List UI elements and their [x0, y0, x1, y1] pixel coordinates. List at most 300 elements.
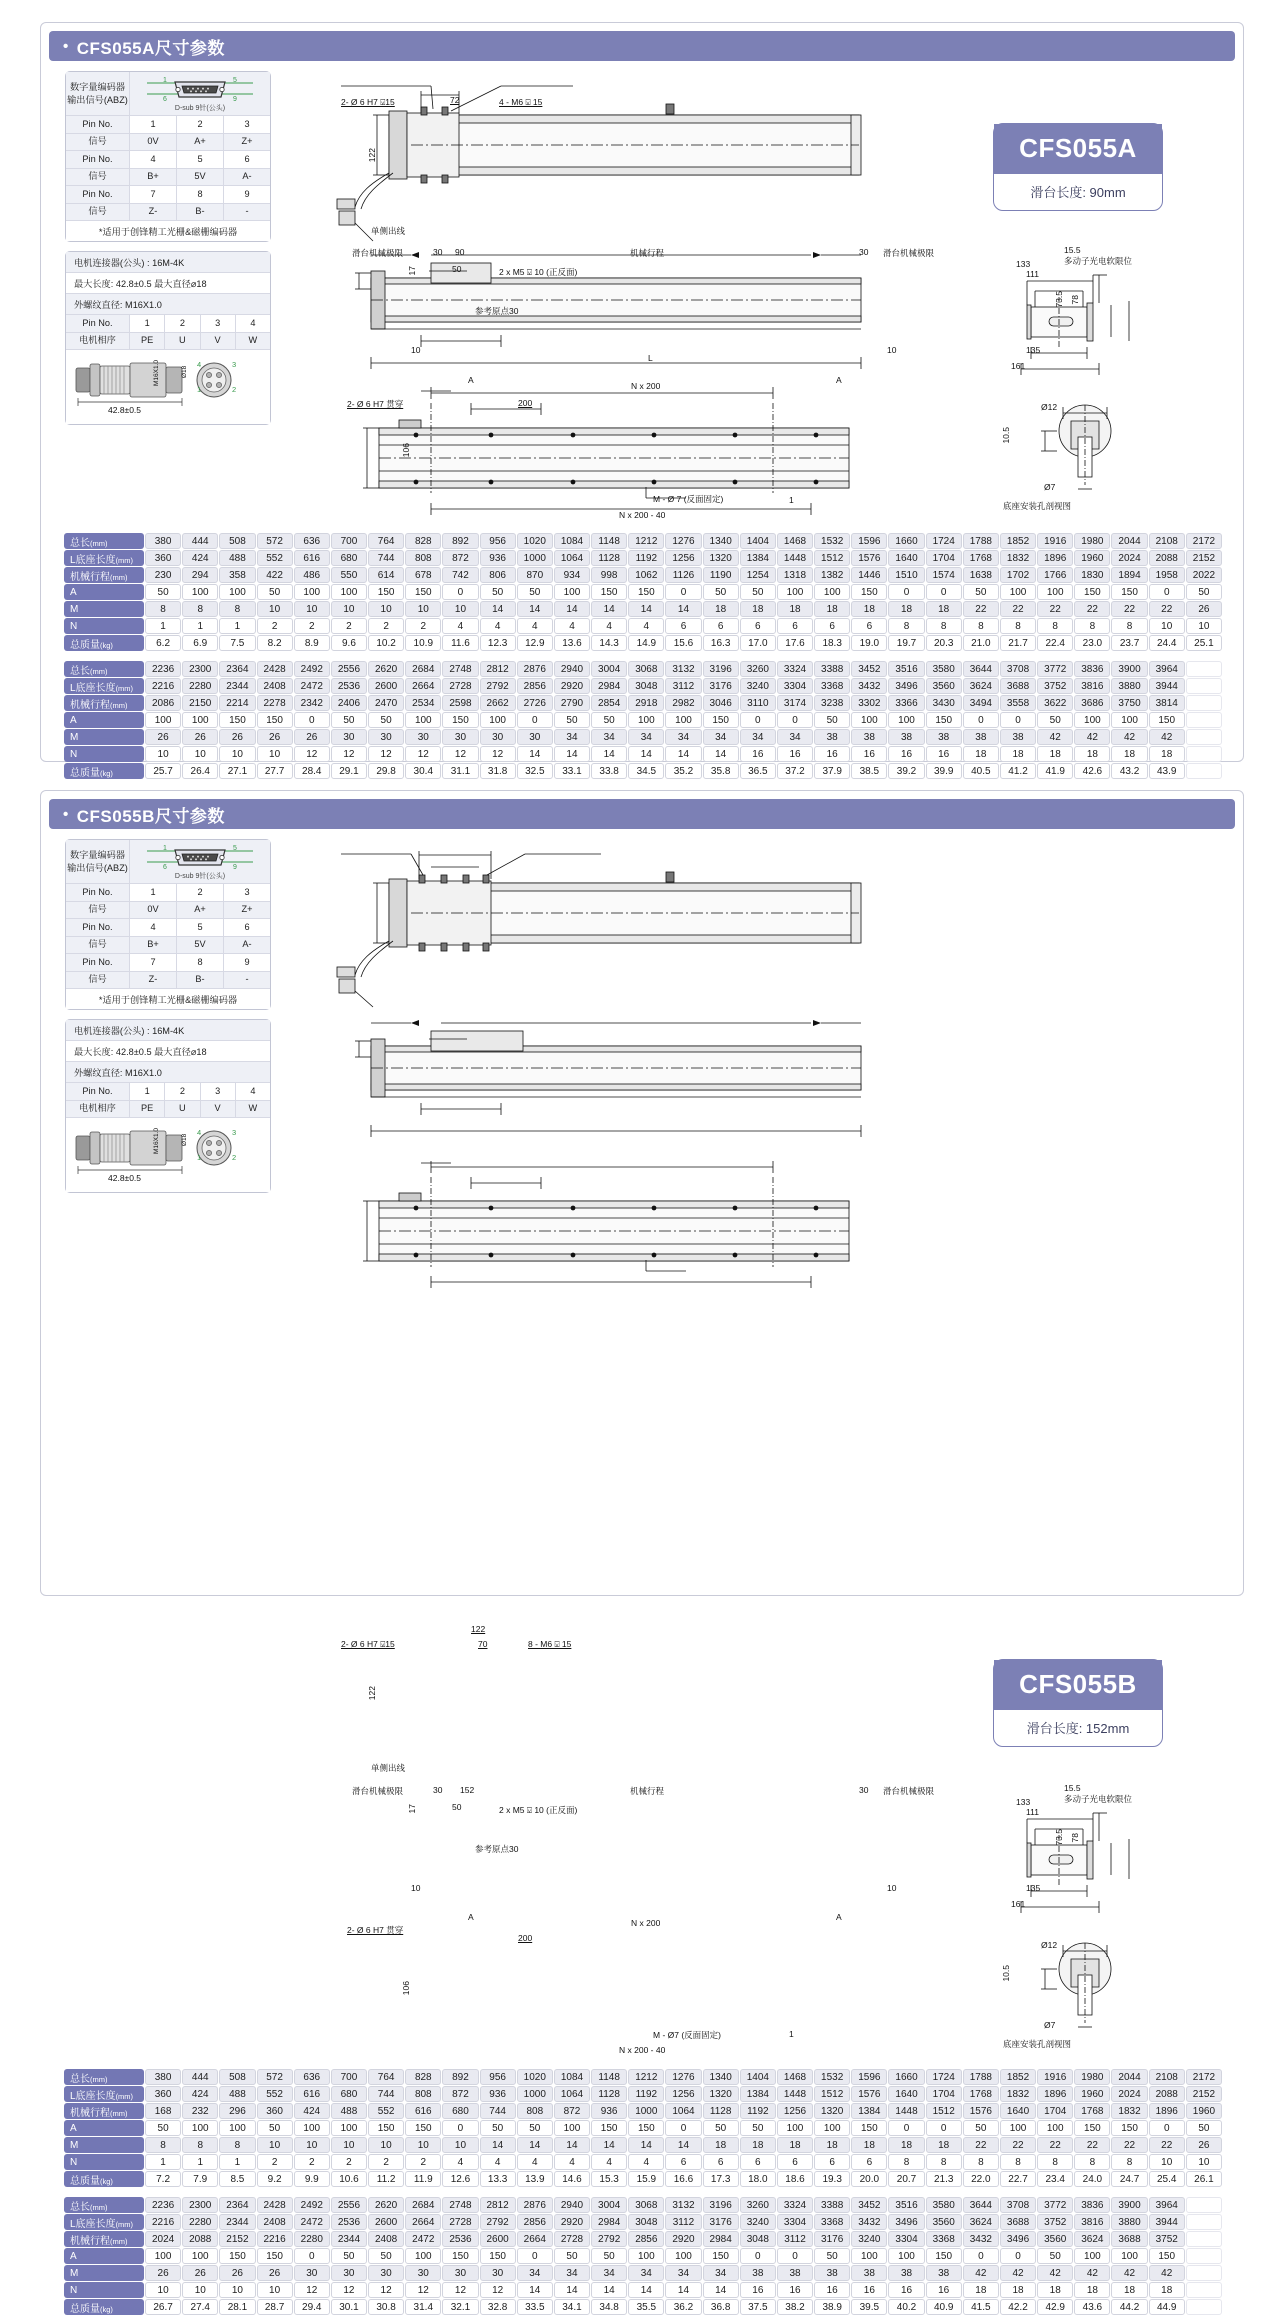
table-cell: 1768 — [963, 550, 999, 566]
table-cell: 3112 — [777, 2231, 813, 2247]
table-cell: 18 — [814, 601, 850, 617]
table-cell: 28.7 — [257, 2299, 293, 2315]
label-top-screw: 4 - M6 ⍌ 15 — [499, 97, 543, 107]
table-cell: 3688 — [1111, 2231, 1147, 2247]
svg-text:M16X1.0: M16X1.0 — [153, 359, 160, 386]
table-cell: 2492 — [294, 661, 330, 677]
table-cell: 2728 — [442, 678, 478, 694]
pin-value: 6 — [244, 153, 250, 164]
table-row — [64, 567, 1222, 583]
table-cell: 3240 — [740, 2214, 776, 2230]
table-cell: 358 — [219, 567, 255, 583]
table-cell: 2152 — [1186, 550, 1222, 566]
table-cell: 150 — [1149, 712, 1185, 728]
table-cell: 1788 — [963, 533, 999, 549]
table-cell: 1212 — [628, 533, 664, 549]
table-row — [64, 678, 1222, 694]
table-cell: 150 — [442, 2248, 478, 2264]
table-cell: 2344 — [219, 2214, 255, 2230]
table-cell: 43.6 — [1074, 2299, 1110, 2315]
table-cell: 572 — [257, 533, 293, 549]
table-cell: 1212 — [628, 2069, 664, 2085]
table-cell: 20.7 — [888, 2171, 924, 2187]
table-cell: 10 — [368, 2137, 404, 2153]
table-cell: 6 — [703, 618, 739, 634]
svg-text:2: 2 — [232, 385, 237, 394]
table-cell: 50 — [1037, 2248, 1073, 2264]
table-cell: 18 — [926, 2137, 962, 2153]
table-cell: 2044 — [1111, 2069, 1147, 2085]
table-cell: 2300 — [182, 2197, 218, 2213]
table-cell: 41.2 — [1000, 763, 1036, 779]
table-row — [64, 2265, 1222, 2281]
table-cell: 360 — [145, 550, 181, 566]
table-cell: 50 — [368, 712, 404, 728]
table-cell: 100 — [777, 2120, 813, 2136]
table-cell: 10 — [331, 2137, 367, 2153]
table-cell: 2812 — [480, 2197, 516, 2213]
svg-text:3: 3 — [232, 1128, 237, 1137]
table-cell: 3432 — [851, 2214, 887, 2230]
table-cell: 3944 — [1149, 678, 1185, 694]
table-cell: 3046 — [703, 695, 739, 711]
table-cell: 100 — [1074, 712, 1110, 728]
table-cell: 26.4 — [182, 763, 218, 779]
label-side-78: 78 — [1070, 295, 1080, 305]
label-dim-1: 1 — [789, 495, 794, 505]
table-cell: 34 — [777, 729, 813, 745]
table-cell: 34 — [591, 729, 627, 745]
table-cell: 18 — [740, 2137, 776, 2153]
table-cell: 0 — [1000, 2248, 1036, 2264]
table-cell: 35.5 — [628, 2299, 664, 2315]
table-cell: 100 — [145, 2248, 181, 2264]
table-cell: 42 — [963, 2265, 999, 2281]
table-cell: 12 — [368, 746, 404, 762]
table-cell: 1128 — [591, 550, 627, 566]
table-cell: 38 — [740, 2265, 776, 2281]
pin-value: 1 — [130, 116, 177, 133]
table-row — [64, 550, 1222, 566]
table-cell: 30.1 — [331, 2299, 367, 2315]
table-cell: 14 — [517, 2137, 553, 2153]
label-dim-200: 200 — [518, 1933, 533, 1943]
table-row — [64, 2154, 1222, 2170]
label-top-width: 72 — [450, 95, 460, 105]
encoder-title: 数字量编码器 输出信号(ABZ) — [66, 72, 130, 115]
table-cell: 16 — [777, 2282, 813, 2298]
table-cell: 3302 — [851, 695, 887, 711]
table-cell: 934 — [554, 567, 590, 583]
table-cell: 16 — [740, 746, 776, 762]
row-label: 机械行程(mm) — [64, 2103, 144, 2119]
motor-phase-value: U — [165, 1101, 200, 1118]
table-cell: 2728 — [554, 2231, 590, 2247]
table-cell: 10 — [145, 746, 181, 762]
table-cell: 2726 — [517, 695, 553, 711]
table-cell: 2152 — [1186, 2086, 1222, 2102]
table-cell: 10 — [442, 601, 478, 617]
table-cell: 6.9 — [182, 635, 218, 651]
table-cell: 1512 — [926, 2103, 962, 2119]
table-cell: 26 — [145, 2265, 181, 2281]
svg-text:M16X1.0: M16X1.0 — [153, 1127, 160, 1154]
table-cell: 10 — [257, 746, 293, 762]
table-cell: 42 — [1149, 729, 1185, 745]
table-cell: 2216 — [257, 2231, 293, 2247]
pin-value: 1 — [130, 884, 177, 901]
table-cell — [1186, 2299, 1222, 2315]
table-cell: 14 — [665, 601, 701, 617]
table-cell: 1064 — [554, 550, 590, 566]
encoder-title: 数字量编码器 输出信号(ABZ) — [66, 840, 130, 883]
svg-text:2: 2 — [232, 1153, 237, 1162]
table-cell: 3196 — [703, 2197, 739, 2213]
row-label: M — [64, 2265, 144, 2281]
table-cell: 16 — [814, 746, 850, 762]
table-cell: 3432 — [963, 2231, 999, 2247]
label-cable-note: 单侧出线 — [371, 1763, 406, 1773]
table-cell: 744 — [368, 2086, 404, 2102]
table-cell: 2024 — [1111, 550, 1147, 566]
table-cell: 3174 — [777, 695, 813, 711]
table-cell: 150 — [628, 2120, 664, 2136]
table-cell: 3240 — [851, 2231, 887, 2247]
table-cell: 2600 — [368, 2214, 404, 2230]
svg-text:Ø18: Ø18 — [181, 365, 188, 378]
table-cell: 2024 — [145, 2231, 181, 2247]
table-cell: 1384 — [740, 550, 776, 566]
row-label: 总质量(kg) — [64, 635, 144, 651]
table-cell: 1128 — [703, 2103, 739, 2119]
table-cell: 2472 — [405, 2231, 441, 2247]
table-cell: 1830 — [1074, 567, 1110, 583]
table-cell: 2600 — [368, 678, 404, 694]
table-cell: 18 — [1111, 746, 1147, 762]
table-cell: 18 — [851, 2137, 887, 2153]
bullet-icon: • — [63, 37, 69, 55]
svg-text:4: 4 — [197, 360, 202, 369]
table-cell: 1704 — [926, 550, 962, 566]
row-label: 总长(mm) — [64, 2069, 144, 2085]
table-cell: 2984 — [703, 2231, 739, 2247]
table-cell: 50 — [554, 712, 590, 728]
table-cell: 14 — [628, 746, 664, 762]
table-cell: 40.9 — [926, 2299, 962, 2315]
table-cell: 2406 — [331, 695, 367, 711]
section-b-header — [49, 799, 1235, 829]
table-cell: 1960 — [1074, 2086, 1110, 2102]
table-cell: 2536 — [331, 678, 367, 694]
table-cell: 1960 — [1186, 2103, 1222, 2119]
table-cell: 14 — [480, 2137, 516, 2153]
table-cell: 50 — [480, 2120, 516, 2136]
table-cell: 50 — [331, 2248, 367, 2264]
table-cell: 0 — [963, 2248, 999, 2264]
signal-value: Z+ — [224, 902, 270, 919]
table-cell: 6 — [777, 618, 813, 634]
table-cell: 4 — [480, 2154, 516, 2170]
table-cell: 8 — [1000, 618, 1036, 634]
table-cell: 1192 — [628, 2086, 664, 2102]
row-label: 总质量(kg) — [64, 2171, 144, 2187]
table-cell: 17.3 — [703, 2171, 739, 2187]
table-cell: 3068 — [628, 2197, 664, 2213]
table-cell: 2984 — [591, 678, 627, 694]
table-cell: 0 — [1149, 584, 1185, 600]
table-cell: 38.5 — [851, 763, 887, 779]
table-cell: 744 — [368, 550, 404, 566]
table-cell: 29.4 — [294, 2299, 330, 2315]
label-dim-10-right: 10 — [887, 345, 897, 355]
svg-text:1: 1 — [197, 1153, 202, 1162]
table-cell: 3368 — [814, 678, 850, 694]
encoder-sig-row-2 — [66, 937, 270, 955]
table-cell: 1340 — [703, 2069, 739, 2085]
table-cell: 34 — [665, 729, 701, 745]
svg-text:4: 4 — [197, 1128, 202, 1137]
table-cell: 508 — [219, 2069, 255, 2085]
table-cell: 16 — [740, 2282, 776, 2298]
table-cell: 3004 — [591, 661, 627, 677]
table-cell: 42 — [1037, 2265, 1073, 2281]
table-cell: 614 — [368, 567, 404, 583]
table-cell: 14.6 — [554, 2171, 590, 2187]
table-cell: 26 — [257, 729, 293, 745]
table-cell — [1186, 2265, 1222, 2281]
table-cell — [1186, 661, 1222, 677]
signal-value: A- — [224, 937, 270, 954]
table-cell: 2792 — [480, 678, 516, 694]
table-cell: 100 — [219, 2120, 255, 2136]
table-cell: 7.5 — [219, 635, 255, 651]
signal-value: - — [224, 972, 270, 989]
motor-line1: 电机连接器(公头) : 16M-4K — [66, 1020, 270, 1040]
table-cell: 18 — [777, 2137, 813, 2153]
table-cell: 2920 — [554, 678, 590, 694]
table-cell: 100 — [777, 584, 813, 600]
spec-column-a — [65, 71, 271, 434]
table-cell: 1704 — [1037, 2103, 1073, 2119]
label-limit-left: 滑台机械极限 — [352, 1786, 404, 1796]
table-row — [64, 2137, 1222, 2153]
label-top-hole: 2- Ø 6 H7 ⍌15 — [341, 97, 395, 107]
table-cell: 2216 — [145, 678, 181, 694]
table-cell: 25.4 — [1149, 2171, 1185, 2187]
encoder-note: *适用于创锋精工光栅&磁栅编码器 — [66, 221, 270, 241]
table-cell: 1020 — [517, 2069, 553, 2085]
table-cell: 42.9 — [1037, 2299, 1073, 2315]
table-cell: 3132 — [665, 2197, 701, 2213]
table-cell: 2856 — [628, 2231, 664, 2247]
dsub-caption: D-sub 9针(公头) — [174, 872, 226, 880]
table-cell: 10 — [219, 2282, 255, 2298]
motor-phase-row — [66, 1101, 270, 1119]
table-cell: 424 — [294, 2103, 330, 2119]
table-cell: 1192 — [740, 2103, 776, 2119]
table-cell: 1576 — [851, 2086, 887, 2102]
table-cell: 50 — [257, 2120, 293, 2136]
table-cell: 26 — [1186, 2137, 1222, 2153]
label-dim-30-right: 30 — [859, 247, 869, 257]
table-cell: 50 — [591, 2248, 627, 2264]
table-cell: 700 — [331, 2069, 367, 2085]
table-cell: 1960 — [1074, 550, 1110, 566]
section-cfs055b — [40, 790, 1244, 2315]
table-cell: 3452 — [851, 661, 887, 677]
row-label: L底座长度(mm) — [64, 550, 144, 566]
table-cell: 8 — [888, 618, 924, 634]
row-label: L底座长度(mm) — [64, 678, 144, 694]
signal-value: B- — [177, 204, 224, 221]
label-dim-50: 50 — [452, 264, 462, 274]
table-cell: 2664 — [405, 678, 441, 694]
table-cell: 892 — [442, 2069, 478, 2085]
table-cell: 0 — [740, 2248, 776, 2264]
table-cell: 10 — [405, 601, 441, 617]
table-cell: 1254 — [740, 567, 776, 583]
table-cell: 1384 — [740, 2086, 776, 2102]
table-cell: 14 — [703, 2282, 739, 2298]
table-cell: 30.4 — [405, 763, 441, 779]
table-cell: 8 — [926, 618, 962, 634]
table-cell: 2748 — [442, 661, 478, 677]
table-cell: 12.3 — [480, 635, 516, 651]
table-cell: 0 — [926, 2120, 962, 2136]
table-cell: 2088 — [1149, 2086, 1185, 2102]
table-cell: 2812 — [480, 661, 516, 677]
table-cell: 2 — [405, 2154, 441, 2170]
table-cell: 30 — [405, 2265, 441, 2281]
table-cell: 3964 — [1149, 661, 1185, 677]
table-cell: 764 — [368, 533, 404, 549]
table-cell: 14 — [628, 2137, 664, 2153]
pin-label: Pin No. — [66, 954, 130, 971]
table-cell: 1832 — [1111, 2103, 1147, 2119]
table-cell: 36.2 — [665, 2299, 701, 2315]
encoder-header-row — [66, 72, 270, 116]
table-cell: 150 — [851, 2120, 887, 2136]
table-cell: 18 — [1000, 746, 1036, 762]
table-cell — [1186, 2231, 1222, 2247]
table-cell: 26 — [219, 729, 255, 745]
table-cell: 2470 — [368, 695, 404, 711]
table-cell: 22 — [1111, 601, 1147, 617]
side-detail-b — [981, 1783, 1221, 2053]
table-cell: 50 — [963, 2120, 999, 2136]
table-cell: 1766 — [1037, 567, 1073, 583]
motor-pin-row — [66, 1082, 270, 1101]
data-table-b-block1 — [63, 2068, 1223, 2188]
encoder-pin-row-1 — [66, 116, 270, 134]
table-cell: 44.2 — [1111, 2299, 1147, 2315]
table-cell: 14 — [591, 746, 627, 762]
table-cell: 8 — [1037, 2154, 1073, 2170]
table-cell: 8 — [145, 601, 181, 617]
label-side-135: 135 — [1026, 345, 1041, 355]
table-cell: 12.6 — [442, 2171, 478, 2187]
table-cell: 1320 — [814, 2103, 850, 2119]
table-cell: 808 — [405, 2086, 441, 2102]
row-label: L底座长度(mm) — [64, 2214, 144, 2230]
table-cell: 22 — [1037, 2137, 1073, 2153]
table-cell — [1186, 763, 1222, 779]
label-origin: 参考原点30 — [475, 1844, 519, 1854]
table-cell: 2876 — [517, 661, 553, 677]
table-cell: 16 — [851, 746, 887, 762]
table-cell: 2216 — [145, 2214, 181, 2230]
table-row — [64, 2214, 1222, 2230]
signal-value: - — [224, 204, 270, 221]
table-cell: 3452 — [851, 2197, 887, 2213]
table-cell: 680 — [331, 2086, 367, 2102]
table-cell: 10 — [1186, 2154, 1222, 2170]
label-section-a-right: A — [836, 375, 842, 385]
table-cell: 100 — [554, 2120, 590, 2136]
label-height-122: 122 — [367, 1686, 377, 1701]
table-cell: 3900 — [1111, 2197, 1147, 2213]
table-cell: 294 — [182, 567, 218, 583]
signal-label: 信号 — [66, 972, 130, 989]
table-cell: 998 — [591, 567, 627, 583]
table-cell: 100 — [182, 712, 218, 728]
table-cell: 50 — [740, 2120, 776, 2136]
table-cell: 35.8 — [703, 763, 739, 779]
table-cell: 2 — [368, 2154, 404, 2170]
svg-text:Ø18: Ø18 — [181, 1133, 188, 1146]
table-cell: 41.9 — [1037, 763, 1073, 779]
table-cell: 100 — [851, 2248, 887, 2264]
table-cell: 230 — [145, 567, 181, 583]
motor-pin-value: 2 — [165, 315, 200, 332]
table-cell: 14.9 — [628, 635, 664, 651]
table-cell: 100 — [480, 712, 516, 728]
table-cell: 16.6 — [665, 2171, 701, 2187]
signal-value: B+ — [130, 937, 177, 954]
table-cell: 100 — [331, 2120, 367, 2136]
label-det-caption: 底座安装孔剖视图 — [1003, 2039, 1072, 2049]
table-cell: 10 — [182, 746, 218, 762]
table-cell: 2748 — [442, 2197, 478, 2213]
table-cell: 3964 — [1149, 2197, 1185, 2213]
table-cell: 1832 — [1000, 2086, 1036, 2102]
badge-b-title: CFS055B — [994, 1660, 1162, 1710]
table-cell: 150 — [368, 2120, 404, 2136]
data-table-a-block1 — [63, 532, 1223, 652]
table-cell: 2790 — [554, 695, 590, 711]
section-a-title: CFS055A尺寸参数 — [76, 38, 225, 58]
label-dim-152: 152 — [460, 1785, 475, 1795]
table-cell: 744 — [480, 2103, 516, 2119]
table-cell: 9.2 — [257, 2171, 293, 2187]
table-cell: 0 — [1000, 712, 1036, 728]
table-cell: 18 — [851, 601, 887, 617]
motor-pin-label: Pin No. — [66, 315, 130, 332]
label-det-d12: Ø12 — [1041, 402, 1058, 412]
table-cell: 1532 — [814, 533, 850, 549]
table-cell: 1896 — [1149, 2103, 1185, 2119]
table-cell: 11.6 — [442, 635, 478, 651]
motor-phase-value: V — [201, 1101, 236, 1118]
table-cell: 0 — [442, 584, 478, 600]
table-cell: 150 — [1111, 584, 1147, 600]
svg-text:5: 5 — [233, 844, 237, 852]
table-cell: 38 — [926, 729, 962, 745]
pin-value: 9 — [244, 188, 250, 199]
table-cell: 24.0 — [1074, 2171, 1110, 2187]
table-cell: 1 — [145, 618, 181, 634]
table-cell: 3516 — [888, 2197, 924, 2213]
